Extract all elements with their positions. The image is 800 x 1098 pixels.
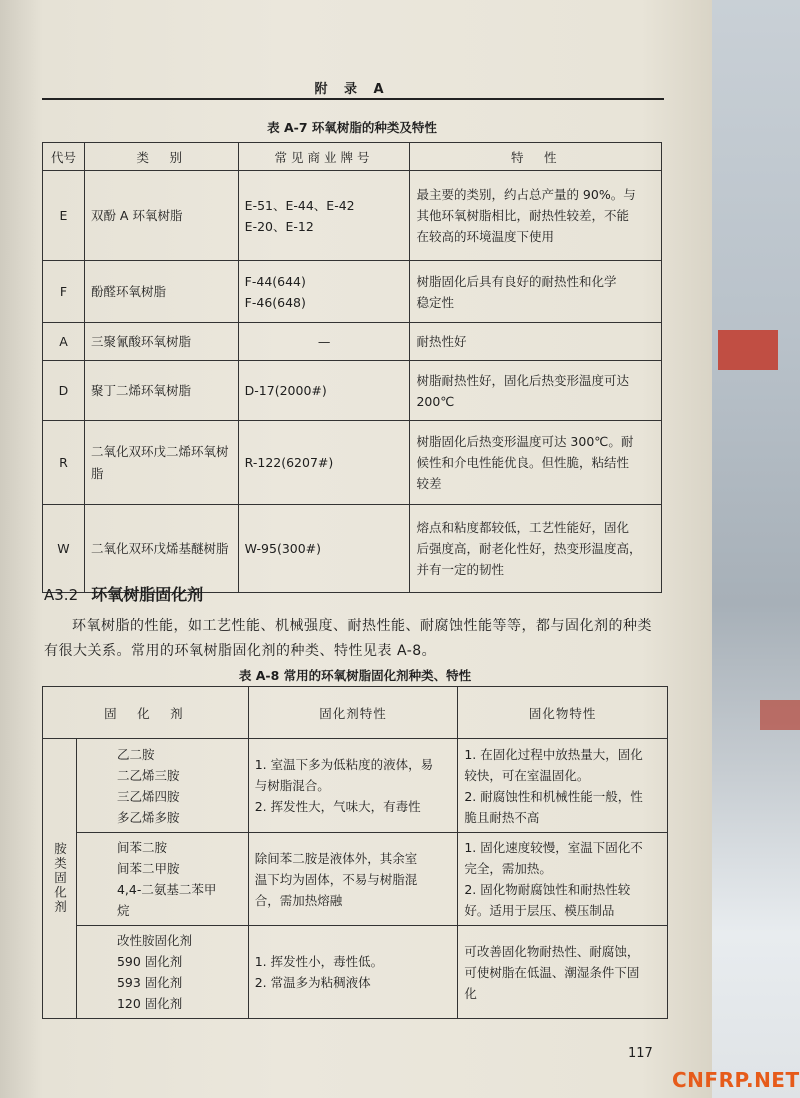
cell-line: 2. 耐腐蚀性和机械性能一般，性 (464, 788, 643, 804)
table-a7-caption: 表 A-7 环氧树脂的种类及特性 (267, 120, 437, 135)
cell-code: A (43, 323, 85, 361)
cell-line: 较差 (416, 476, 442, 491)
watermark-logo: CNFRP.NET (672, 1068, 800, 1092)
cell-features (410, 261, 662, 323)
cell-line: 2. 挥发性大，气味大，有毒性 (254, 799, 421, 814)
page-number: 117 (628, 1046, 653, 1061)
cell-line: 120 固化剂 (116, 996, 183, 1011)
cell-line: 除间苯二胺是液体外，其余室 (254, 850, 418, 866)
cell-line: 树脂耐热性好，固化后热变形温度可达 (416, 372, 629, 388)
table-a8-caption: 表 A-8 常用的环氧树脂固化剂种类、特性 (238, 668, 472, 683)
header-agent-features: 固化剂特性 (248, 687, 458, 739)
cell-code: D (43, 361, 85, 421)
table-a7 (42, 142, 662, 593)
cell-line: E-51、E-44、E-42 (244, 197, 355, 213)
cell-cured-features (458, 926, 668, 1019)
cell-line: 2. 常温多为粘稠液体 (254, 975, 371, 990)
cell-line: 温下均为固体，不易与树脂混 (254, 871, 418, 887)
cell-category: 聚丁二烯环氧树脂 (84, 361, 238, 421)
table-row (43, 926, 668, 1019)
cell-agent-features (248, 739, 458, 833)
cell-brands (238, 323, 410, 361)
table-row (43, 323, 662, 361)
cell-brands (238, 361, 410, 421)
section-title: 环氧树脂固化剂 (91, 585, 204, 604)
cell-line: 后强度高，耐老化性好，热变形温度高， (416, 541, 642, 556)
cell-features (410, 171, 662, 261)
cell-line: 候性和介电性能优良。但性脆，粘结性 (416, 455, 629, 470)
cell-line: 间苯二甲胺 (116, 861, 180, 876)
cell-category: 二氧化双环戊二烯环氧树脂 (84, 421, 238, 505)
table-row (43, 739, 668, 833)
table-row (43, 833, 668, 926)
table-row (43, 171, 662, 261)
cell-cured-features (458, 739, 668, 833)
cell-line: 其他环氧树脂相比，耐热性较差，不能 (416, 208, 629, 223)
cell-line: 1. 室温下多为低粘度的液体，易 (254, 757, 434, 772)
cell-features (410, 361, 662, 421)
cell-line: 可使树脂在低温、潮湿条件下固 (464, 964, 640, 980)
cell-line: D-17(2000#) (244, 383, 327, 398)
running-header: 附 录 A (314, 82, 390, 97)
cell-line: 1. 固化速度较慢，室温下固化不 (464, 840, 643, 855)
cell-line: 较快，可在室温固化。 (464, 767, 590, 783)
cell-line: 耐热性好 (416, 334, 467, 349)
cell-brands (238, 421, 410, 505)
cell-cured-features (458, 833, 668, 926)
cell-line: 合，需加热熔融 (254, 892, 343, 908)
cell-agent-features (248, 926, 458, 1019)
cell-line: 树脂固化后热变形温度可达 300℃。耐 (416, 434, 634, 449)
cell-line: 好。适用于层压、模压制品 (464, 903, 615, 918)
cell-line: 2. 固化物耐腐蚀性和耐热性较 (464, 882, 631, 897)
cell-features (410, 505, 662, 593)
cell-line: 化 (464, 985, 477, 1001)
table-row (43, 261, 662, 323)
cell-line: R-122(6207#) (244, 455, 334, 470)
background-red-patch (718, 330, 778, 370)
cell-agent-features (248, 833, 458, 926)
body-paragraph: 环氧树脂的性能，如工艺性能、机械强度、耐热性能、耐腐蚀性能等等，都与固化剂的种类有很大关系。常用的环氧树脂固化剂的种类、特性见表 A-8。 (44, 618, 652, 659)
cell-line: 200℃ (416, 393, 455, 409)
cell-brands (238, 505, 410, 593)
cell-agents (76, 739, 248, 833)
cell-line: 树脂固化后具有良好的耐热性和化学 (416, 273, 617, 289)
group-label: 胺类固化剂 (43, 739, 77, 1019)
table-row (43, 421, 662, 505)
cell-line: F-46(648) (244, 294, 306, 310)
cell-line: 1. 挥发性小，毒性低。 (254, 954, 384, 969)
cell-agents (76, 926, 248, 1019)
cell-line: 烷 (116, 903, 130, 918)
cell-line: 熔点和粘度都较低，工艺性能好，固化 (416, 520, 629, 535)
header-brands: 常见商业牌号 (238, 143, 410, 171)
cell-line: 间苯二胺 (116, 840, 167, 855)
header-rule (42, 98, 664, 100)
header-category: 类 别 (84, 143, 238, 171)
section-number: A3.2 (44, 586, 79, 604)
cell-code: E (43, 171, 85, 261)
cell-line: W-95(300#) (244, 541, 322, 556)
header-code: 代号 (43, 143, 85, 171)
cell-brands (238, 261, 410, 323)
cell-line: 三乙烯四胺 (116, 788, 180, 804)
cell-code: W (43, 505, 85, 593)
cell-line: — (317, 334, 331, 349)
table-row (43, 361, 662, 421)
header-cured-features: 固化物特性 (458, 687, 668, 739)
cell-category: 三聚氰酸环氧树脂 (84, 323, 238, 361)
cell-line: 590 固化剂 (116, 954, 183, 969)
cell-code: R (43, 421, 85, 505)
cell-agents (76, 833, 248, 926)
cell-line: 可改善固化物耐热性、耐腐蚀， (464, 943, 640, 959)
cell-line: 脆且耐热不高 (464, 809, 540, 825)
header-agent: 固 化 剂 (43, 687, 249, 739)
cell-line: 乙二胺 (116, 746, 155, 762)
cell-line: 最主要的类别，约占总产量的 90%。与 (416, 187, 636, 202)
cell-line: 改性胺固化剂 (116, 933, 192, 948)
table-row (43, 505, 662, 593)
cell-line: 1. 在固化过程中放热量大，固化 (464, 746, 643, 762)
header-features: 特 性 (410, 143, 662, 171)
cell-line: 在较高的环境温度下使用 (416, 229, 554, 244)
cell-features (410, 323, 662, 361)
table-a8 (42, 686, 668, 1019)
cell-features (410, 421, 662, 505)
cell-line: 完全，需加热。 (464, 861, 552, 876)
cell-line: E-20、E-12 (244, 218, 314, 234)
cell-category: 酚醛环氧树脂 (84, 261, 238, 323)
cell-category: 双酚 A 环氧树脂 (84, 171, 238, 261)
cell-line: 并有一定的韧性 (416, 562, 504, 577)
cell-line: 593 固化剂 (116, 975, 183, 990)
cell-line: 二乙烯三胺 (116, 767, 180, 783)
cell-line: F-44(644) (244, 273, 306, 289)
cell-line: 4,4-二氨基二苯甲 (116, 882, 217, 897)
section-heading (44, 582, 203, 605)
cell-line: 多乙烯多胺 (116, 809, 180, 825)
cell-line: 稳定性 (416, 294, 454, 310)
cell-brands (238, 171, 410, 261)
cell-category: 二氧化双环戊烯基醚树脂 (84, 505, 238, 593)
background-red-patch (760, 700, 800, 730)
cell-code: F (43, 261, 85, 323)
background-strip (712, 0, 800, 1098)
cell-line: 与树脂混合。 (254, 778, 330, 793)
